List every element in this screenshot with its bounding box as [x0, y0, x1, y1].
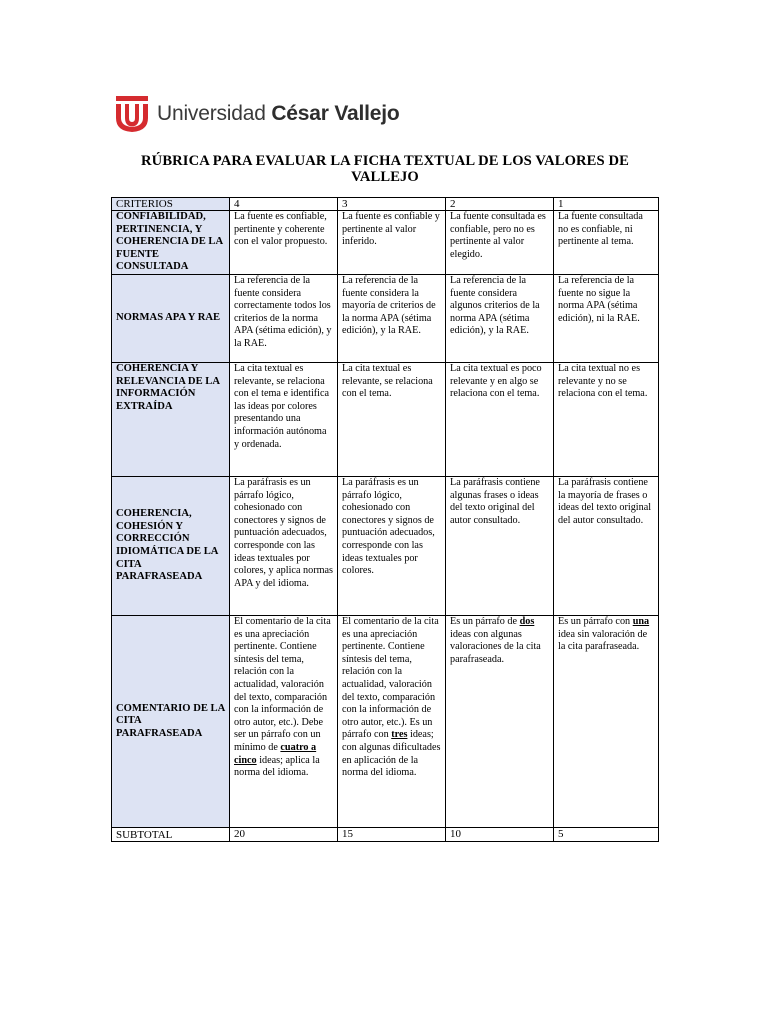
score-4-cell: La fuente es confiable, pertinente y coherente con el valor propuesto. [230, 211, 338, 275]
subtotal-score-3: 15 [338, 828, 446, 842]
header-score-4: 4 [230, 198, 338, 211]
score-4-cell: La referencia de la fuente considera correctamente todos los criterios de la norma APA (sétima edición), y la RAE. [230, 275, 338, 363]
criterion-cell: COMENTARIO DE LA CITA PARAFRASEADA [112, 616, 230, 828]
table-row [112, 477, 659, 616]
criterion-cell: COHERENCIA, COHESIÓN Y CORRECCIÓN IDIOMÁTICA DE LA CITA PARAFRASEADA [112, 477, 230, 616]
score-1-cell: La fuente consultada no es confiable, ni pertinente al tema. [554, 211, 659, 275]
table-row [112, 275, 659, 363]
emphasis-text: tres [391, 729, 408, 741]
header-score-2: 2 [446, 198, 554, 211]
subtotal-score-1: 5 [554, 828, 659, 842]
subtotal-row [112, 828, 659, 842]
emphasis-text: dos [519, 616, 535, 627]
score-3-cell: La paráfrasis es un párrafo lógico, cohesionado con conectores y signos de puntuación adecuados, corresponde con las ideas textuales por colores. [338, 477, 446, 616]
score-3-cell: El comentario de la cita es una apreciación pertinente. Contiene síntesis del tema, relación con la actualidad, valoración del texto, comparación con la información de otro autor, etc.). Es un párrafo con tres ideas; con algunas dificultades en aplicación de la norma del idioma. [338, 616, 446, 828]
table-row [112, 363, 659, 477]
score-4-cell: La cita textual es relevante, se relaciona con el tema e identifica las ideas por colores presentando una información autónoma y ordenada. [230, 363, 338, 477]
score-2-cell: La referencia de la fuente considera algunos criterios de la norma APA (sétima edición), y la RAE. [446, 275, 554, 363]
subtotal-label: SUBTOTAL [112, 828, 230, 842]
university-logo-icon [116, 96, 148, 132]
header-score-1: 1 [554, 198, 659, 211]
score-3-cell: La referencia de la fuente considera la mayoría de criterios de la norma APA (sétima edición), y la RAE. [338, 275, 446, 363]
header-criterios: CRITERIOS [112, 198, 230, 211]
score-1-cell: La paráfrasis contiene la mayoría de frases o ideas del texto original del autor consultado. [554, 477, 659, 616]
table-row [112, 211, 659, 275]
score-3-cell: La fuente es confiable y pertinente al valor inferido. [338, 211, 446, 275]
score-1-cell: La referencia de la fuente no sigue la norma APA (sétima edición), ni la RAE. [554, 275, 659, 363]
criterion-cell: CONFIABILIDAD, PERTINENCIA, Y COHERENCIA DE LA FUENTE CONSULTADA [112, 211, 230, 275]
header-score-3: 3 [338, 198, 446, 211]
score-1-cell: Es un párrafo con una idea sin valoración de la cita parafraseada. [554, 616, 659, 828]
university-logo [116, 95, 399, 133]
criterion-cell: NORMAS APA Y RAE [112, 275, 230, 363]
subtotal-score-2: 10 [446, 828, 554, 842]
score-3-cell: La cita textual es relevante, se relaciona con el tema. [338, 363, 446, 477]
score-2-cell: La paráfrasis contiene algunas frases o ideas del texto original del autor consultado. [446, 477, 554, 616]
emphasis-text: una [632, 616, 650, 627]
subtotal-score-4: 20 [230, 828, 338, 842]
score-2-cell: La cita textual es poco relevante y en algo se relaciona con el tema. [446, 363, 554, 477]
score-2-cell: Es un párrafo de dos ideas con algunas valoraciones de la cita parafraseada. [446, 616, 554, 828]
document-title: RÚBRICA PARA EVALUAR LA FICHA TEXTUAL DE LOS VALORES DE VALLEJO [141, 153, 629, 185]
university-name: Universidad César Vallejo [157, 102, 400, 125]
score-2-cell: La fuente consultada es confiable, pero no es pertinente al valor elegido. [446, 211, 554, 275]
rubric-table [111, 197, 659, 842]
score-4-cell: La paráfrasis es un párrafo lógico, cohesionado con conectores y signos de puntuación adecuados, corresponde con las ideas textuales por colores, y aplica normas APA y del idioma. [230, 477, 338, 616]
score-4-cell: El comentario de la cita es una apreciación pertinente. Contiene síntesis del tema, relación con la actualidad, valoración del texto, comparación con la información de otro autor, etc.). Debe ser un párrafo con un mínimo de cuatro a cinco ideas; aplica la norma del idioma. [230, 616, 338, 828]
score-1-cell: La cita textual no es relevante y no se relaciona con el tema. [554, 363, 659, 477]
criterion-cell: COHERENCIA Y RELEVANCIA DE LA INFORMACIÓN EXTRAÍDA [112, 363, 230, 477]
table-row [112, 616, 659, 828]
emphasis-text: cuatro a cinco [234, 741, 317, 766]
table-header-row [112, 198, 659, 211]
